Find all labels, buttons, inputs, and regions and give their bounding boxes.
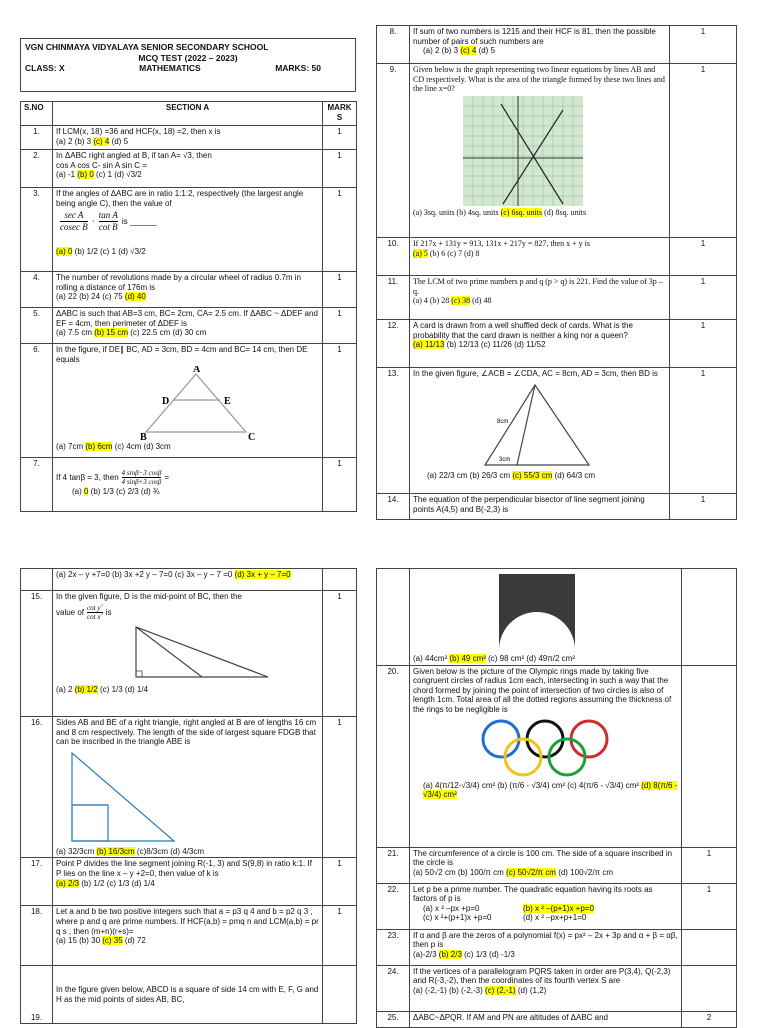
q-number: 5. [21,308,53,344]
question-row [377,847,737,883]
section-a-table [20,101,357,512]
q-mark: 1 [670,276,737,320]
school-header [20,38,356,92]
col-section: SECTION A [53,102,323,126]
q-mark: 1 [670,494,737,520]
q-number: 8. [377,26,410,64]
q-text: In the figure given below, ABCD is a square of side 14 cm with E, F, G and H as the mid points of sides AB, BC, [53,966,323,1024]
q-text: In the given figure, ∠ACB = ∠CDA, AC = 8cm, AD = 3cm, then BD is 8cm 3cm (a) 22/3 cm (b) 26/3 cm (c) 55/3 cm (d) 64/3 cm [410,368,670,494]
q-mark: 1 [323,150,357,188]
q-text: (a) 2x – y +7=0 (b) 3x +2 y – 7=0 (c) 3x – y – 7 =0 (d) 3x + y – 7=0 [53,569,323,591]
question-row [377,320,737,368]
q-text: The equation of the perpendicular bisector of line segment joining points A(4,5) and B(-2,3) is [410,494,670,520]
question-row [377,26,737,64]
question-row [21,150,357,188]
q-text: If LCM(x, 18) =36 and HCF(x, 18) =2, then x is (a) 2 (b) 3 (c) 4 (d) 5 [53,126,323,150]
question-row [21,858,357,906]
question-row [21,308,357,344]
q-number: 18. [21,906,53,966]
fraction-expression: sec A cosec B · tan A cot B is ______ [60,210,157,232]
q-number: 21. [377,847,410,883]
q-number: 15. [21,591,53,717]
q-text: Given below is the graph representing two linear equations by lines AB and CD respectively. What is the area of the triangle formed by these two lines and the line x=0? (a) 3sq. units (b) 4sq. units (c) 6sq. units (d) 8sq. units [410,64,670,238]
q-number: 4. [21,272,53,308]
question-row [377,929,737,965]
q-number: 3. [21,188,53,272]
q-number: 11. [377,276,410,320]
test-title: MCQ TEST (2022 – 2023) [138,52,238,63]
q-mark: 1 [670,238,737,276]
q-number: 10. [377,238,410,276]
q-number: 20. [377,665,410,847]
q-text: If the angles of ΔABC are in ratio 1:1:2, respectively (the largest angle being angle C), then the value of sec A cosec B · tan A cot B is ______ (a) 0 (b) 1/2 (c) 1 (d) √3/2 [53,188,323,272]
triangle-acd-figure [479,381,599,469]
question-row [21,591,357,717]
question-row [377,238,737,276]
linear-graph [463,96,583,206]
q-text: In the given figure, D is the mid-point of BC, then the value of cot y˚ cot x˚ is (a) 2 (b) 1/2 (c) 1/3 (d) 1/4 [53,591,323,717]
q-number: 2. [21,150,53,188]
q-mark: 1 [323,126,357,150]
label-3cm: 3cm [499,456,511,463]
q-mark: 1 [682,883,737,929]
q-mark: 1 [670,368,737,494]
q-mark: 1 [670,320,737,368]
q-mark: 1 [323,458,357,512]
q-number: 25. [377,1011,410,1027]
q-text: If the vertices of a parallelogram PQRS taken in order are P(3,4), Q(-2,3) and R(-3,-2), then the coordinates of its fourth vertex S are (a) (-2,-1) (b) (-2,-3) (c) (2,-1) (d) (1,2) [410,965,682,1011]
question-row [377,665,737,847]
q-text: If 4 tanβ = 3, then $\frac{4 \sin\beta-3 \cos\beta}{4 \sin\beta+3 \cos\beta}$ = (a) 0 (b) 1/3 (c) 2/3 (d) ¾ [53,458,323,512]
q-number: 23. [377,929,410,965]
q-mark: 1 [323,906,357,966]
q-mark: 2 [682,1011,737,1027]
q-mark: 1 [670,26,737,64]
question-row [21,569,357,591]
subject-label: MATHEMATICS [139,63,201,74]
q-number: 22. [377,883,410,929]
col-marks: MARK S [323,102,357,126]
question-row [377,64,737,238]
q-text: The circumference of a circle is 100 cm. The side of a square inscribed in the circle is (a) 50√2 cm (b) 100/π cm (c) 50√2/π cm (d) 100√2/π cm [410,847,682,883]
q-text: In the figure, if DE∥ BC, AD = 3cm, BD = 4cm and BC= 14 cm, then DE equals A D E B C (a) 7cm (b) 6cm (c) 4cm (d) 3cm [53,344,323,458]
question-row [377,276,737,320]
q-text: A card is drawn from a well shuffled deck of cards. What is the probability that the card drawn is neither a king nor a queen? (a) 11/13 (b) 12/13 (c) 11/26 (d) 11/52 [410,320,670,368]
q-text: ΔABC is such that AB=3 cm, BC= 2cm, CA= 2.5 cm. If ΔABC ~ ΔDEF and EF = 4cm, then perimeter of ΔDEF is (a) 7.5 cm (b) 15 cm (c) 22.5 cm (d) 30 cm [53,308,323,344]
question-row [377,569,737,666]
q-text: Sides AB and BE of a right triangle, right angled at B are of lengths 16 cm and 8 cm respectively. The length of the side of largest square FDGB that can be inscribed in the triangle ABE is (a) 32/3cm (b) 16/3cm (c)8/3cm (d) 4/3cm [53,717,323,858]
q-text: If 217x + 131y = 913, 131x + 217y = 827, then x + y is (a) 5 (b) 6 (c) 7 (d) 8 [410,238,670,276]
q-number: 1. [21,126,53,150]
q-text: The LCM of two prime numbers p and q (p > q) is 221. Find the value of 3p – q. (a) 4 (b) 28 (c) 38 (d) 48 [410,276,670,320]
q-number: 19. [21,966,53,1024]
q-number: 6. [21,344,53,458]
label-d: D [162,396,170,408]
q-mark: 1 [323,717,357,858]
q-text: (a) 44cm² (b) 49 cm² (c) 98 cm² (d) 49π/2 cm² [410,569,682,666]
label-8cm: 8cm [497,418,509,425]
question-row [21,906,357,966]
q-mark: 1 [323,344,357,458]
school-name: VGN CHINMAYA VIDYALAYA SENIOR SECONDARY SCHOOL [25,42,269,52]
q-mark: 1 [670,64,737,238]
marks-label: MARKS: 50 [275,63,321,74]
section-a-table-right [376,25,737,520]
question-row [21,458,357,512]
square-in-triangle-figure [62,749,182,845]
q-text: Let p be a prime number. The quadratic equation having its roots as factors of p is (a) x ² –px +p=0 (b) x ² –(p+1)x +p=0 (c) x ²+(p+1)x +p=0 (d) x ² –px+p+1=0 [410,883,682,929]
q-mark: 1 [323,272,357,308]
q-text: ΔABC~ΔPQR. If AM and PN are altitudes of ΔABC and [410,1011,682,1027]
olympic-rings-figure [473,717,623,779]
question-row [21,272,357,308]
q-text: Let a and b be two positive integers such that a = p3 q 4 and b = p2 q 3 , where p and q are prime numbers. If HCF(a,b) = pmq n and LCM(a,b) = pr q s , then (m+n)(r+s)= (a) 15 (b) 30 (c) 35 (d) 72 [53,906,323,966]
col-sno: S.NO [21,102,53,126]
q-text: If α and β are the zeros of a polynomial f(x) = px² – 2x + 3p and α + β = αβ, then p is (a)-2/3 (b) 2/3 (c) 1/3 (d) -1/3 [410,929,682,965]
label-a: A [193,366,201,376]
q-text: Point P divides the line segment joining R(-1, 3) and S(9,8) in ratio k:1. If P lies on the line x – y +2=0, then value of k is (a) 2/3 (b) 1/2 (c) 1/3 (d) 1/4 [53,858,323,906]
label-b: B [140,432,147,441]
question-row [377,368,737,494]
q-number: 12. [377,320,410,368]
q-mark: 1 [323,308,357,344]
page2-right-table [376,568,737,1028]
question-row [377,1011,737,1027]
class-label: CLASS: X [25,63,65,74]
q-number: 24. [377,965,410,1011]
question-row [21,717,357,858]
q-number: 13. [377,368,410,494]
q-number: 17. [21,858,53,906]
question-row [21,966,357,1024]
square-arcs-figure [497,572,577,652]
q-mark: 1 [323,188,357,272]
question-row [377,494,737,520]
label-c: C [248,432,256,441]
question-row [21,188,357,272]
question-row [377,883,737,929]
question-row [21,344,357,458]
q-text: The number of revolutions made by a circular wheel of radius 0.7m in rolling a distance of 176m is (a) 22 (b) 24 (c) 75 (d) 40 [53,272,323,308]
q-mark: 1 [682,847,737,883]
q-mark: 1 [323,591,357,717]
page2-left-table [20,568,357,1024]
question-row [377,965,737,1011]
q-text: Given below is the picture of the Olympic rings made by taking five congruent circles of radius 1cm each, intersecting in such a way that the chord formed by joining the point of intersection of two circles is also of length 1cm. Total area of all the dotted regions assuming the thickness of the rings to be negligible is (a) 4(π/12-√3/4) cm² (b) (π/6 - √3/4) cm² (c) 4(π/6 - √3/4) cm² (d) 8(π/6 - √3/4) cm² [410,665,682,847]
q-mark: 1 [323,858,357,906]
q-text: In ΔABC right angled at B, if tan A= √3, then cos A cos C- sin A sin C = (a) -1 (b) 0 (c) 1 (d) √3/2 [53,150,323,188]
triangle-figure [116,366,266,440]
q-number: 16. [21,717,53,858]
q-text: If sum of two numbers is 1215 and their HCF is 81, then the possible number of pairs of such numbers are (a) 2 (b) 3 (c) 4 (d) 5 [410,26,670,64]
q-number: 7. [21,458,53,512]
triangle-abc-figure [106,623,276,683]
q-number: 9. [377,64,410,238]
label-e: E [224,396,231,408]
q-number: 14. [377,494,410,520]
question-row [21,126,357,150]
